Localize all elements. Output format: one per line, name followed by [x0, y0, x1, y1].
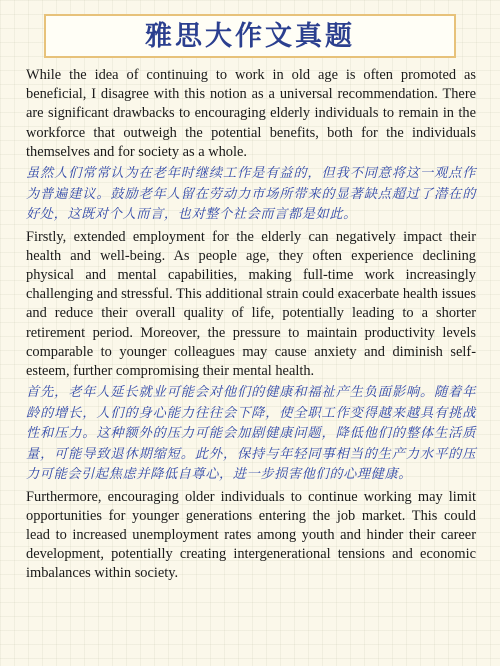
essay-paragraph-chinese-1: 虽然人们常常认为在老年时继续工作是有益的，但我不同意将这一观点作为普遍建议。鼓励老年人留在劳动力市场所带来的显著缺点超过了潜在的好处，这既对个人而言，也对整个社会而言都是如此。: [26, 166, 476, 223]
essay-paragraph-english-1: While the idea of continuing to work in old age is often promoted as beneficial, I disagree with this notion as a universal recommendation. There are significant drawbacks to encouraging elderly individuals to remain in the workforce that outweigh the potential benefits, both for the individuals themselves and for society as a whole.: [26, 67, 476, 160]
page-title: 雅思大作文真题: [145, 20, 355, 52]
essay-body: [26, 66, 476, 584]
essay-paragraph-chinese-2: 首先，老年人延长就业可能会对他们的健康和福祉产生负面影响。随着年龄的增长，人们的身心能力往往会下降，使全职工作变得越来越具有挑战性和压力。这种额外的压力可能会加剧健康问题，降低他们的整体生活质量，可能导致退休期缩短。此外，保持与年轻同事相当的生产力水平的压力可能会引起焦虑并降低自尊心，进一步损害他们的心理健康。: [26, 385, 476, 483]
essay-paragraph-english-3: Furthermore, encouraging older individuals to continue working may limit opportunities for younger generations entering the job market. This could lead to increased unemployment rates among youth and hinder their career development, potentially creating intergenerational tensions and economic imbalances within society.: [26, 488, 476, 582]
title-banner: [44, 14, 456, 58]
essay-paragraph-english-2: Firstly, extended employment for the elderly can negatively impact their health and well-being. As people age, they often experience declining physical and mental capabilities, making full-time work increasingly challenging and stressful. This additional strain could exacerbate health issues and reduce their overall quality of life, potentially leading to a shorter retirement period. Moreover, the pressure to maintain productivity levels comparable to younger colleagues may cause anxiety and diminish self-esteem, further compromising their mental health.: [26, 228, 476, 379]
